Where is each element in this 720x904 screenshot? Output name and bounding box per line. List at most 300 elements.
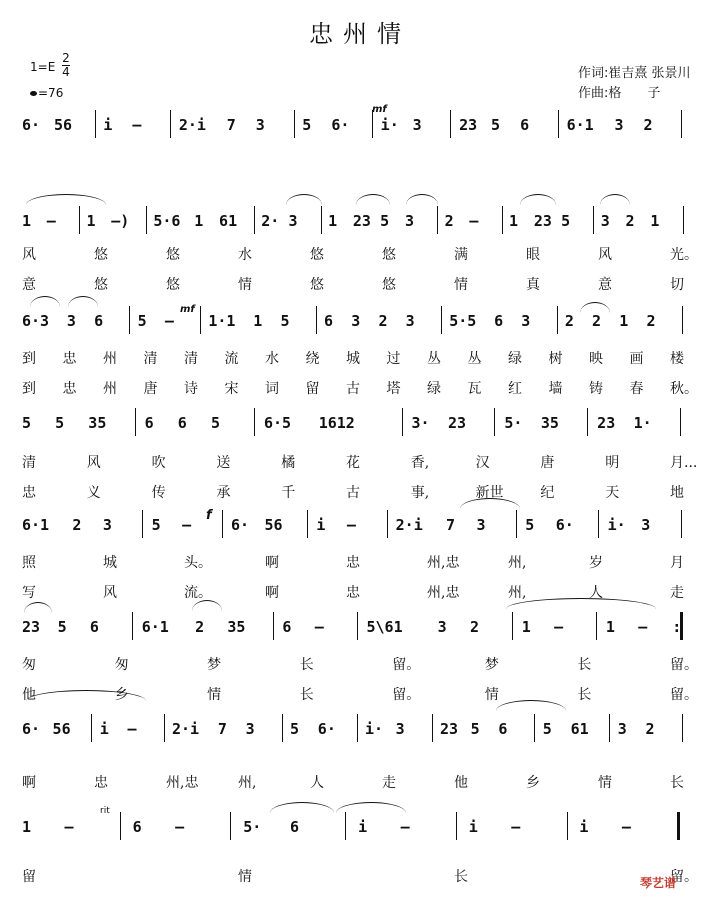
note: 1 <box>22 818 32 836</box>
lyric-char: 城 <box>346 351 360 367</box>
notation-row <box>0 720 720 744</box>
note: – <box>400 818 410 836</box>
bar-line <box>230 812 231 840</box>
note: 3 <box>641 516 651 534</box>
note: – <box>164 312 174 330</box>
note: 23 <box>459 116 478 134</box>
slur <box>30 296 60 307</box>
lyric-char: 匆 <box>22 657 36 673</box>
note: i· <box>607 516 626 534</box>
lyric-char: 州 <box>103 351 117 367</box>
lyric-char: 忠 <box>94 775 108 791</box>
lyric-char: 长 <box>577 657 592 673</box>
bar-line <box>95 110 96 138</box>
bar-line <box>357 714 358 742</box>
lyric-char: 宋 <box>224 381 239 397</box>
note: – <box>621 818 631 836</box>
note: 6 <box>324 312 334 330</box>
lyric-char: 瓦 <box>467 381 482 397</box>
bar-line <box>120 812 121 840</box>
composer-credit: 作曲:格 子 <box>578 86 661 101</box>
bar-line <box>222 510 223 538</box>
note: 1·1 <box>208 312 236 330</box>
lyric-char: 流 <box>224 351 239 367</box>
note: 6 <box>290 818 300 836</box>
lyric-char: 州, <box>238 775 257 791</box>
note: 6·3 <box>22 312 50 330</box>
bar-line <box>91 714 92 742</box>
note: 23 <box>440 720 459 738</box>
note: 1 <box>253 312 263 330</box>
lyric-char: 情 <box>598 775 612 791</box>
note: 7 <box>226 116 236 134</box>
site-logo: 琴艺谱 <box>640 876 677 890</box>
lyric-char: 唐 <box>540 455 555 471</box>
lyric-char: 悠 <box>382 277 396 293</box>
bar-line <box>567 812 568 840</box>
lyric-char: 情 <box>454 277 468 293</box>
lyric-char: 悠 <box>310 277 324 293</box>
note: 3 <box>395 720 405 738</box>
bar-line <box>273 612 274 640</box>
lyric-char: 照 <box>22 555 36 571</box>
lyric-line <box>0 452 720 472</box>
note: 6 <box>494 312 504 330</box>
lyricist-credit: 作词:崔吉熹 张景川 <box>578 66 691 81</box>
note: 5 <box>57 618 67 636</box>
lyric-char: 写 <box>22 585 36 601</box>
lyric-char: 留。 <box>670 869 698 885</box>
lyric-char: 纪 <box>540 485 555 501</box>
note: 56 <box>52 720 71 738</box>
lyric-char: 词 <box>265 381 279 397</box>
note: 2 <box>592 312 602 330</box>
note: 6 <box>282 618 292 636</box>
note: 3 <box>437 618 447 636</box>
lyric-char: 他 <box>22 687 36 703</box>
note: – <box>182 516 192 534</box>
lyric-line <box>0 552 720 572</box>
lyric-char: 情 <box>238 277 252 293</box>
bar-line <box>142 510 143 538</box>
notation-row <box>0 312 720 336</box>
lyric-char: 清 <box>22 455 36 471</box>
slur <box>520 194 556 205</box>
bar-line <box>682 714 683 742</box>
note: 1· <box>633 414 652 432</box>
lyric-char: 花 <box>346 455 360 471</box>
note: 3 <box>351 312 361 330</box>
note: 6·5 <box>264 414 292 432</box>
note: 5·5 <box>449 312 477 330</box>
lyric-char: 悠 <box>310 247 324 263</box>
bar-line <box>516 510 517 538</box>
lyric-char: 水 <box>265 351 279 367</box>
notation-row <box>0 116 720 140</box>
note: 3 <box>614 116 624 134</box>
note: – <box>469 212 479 230</box>
note: 23 <box>22 618 41 636</box>
note: 3 <box>66 312 76 330</box>
lyric-char: 情 <box>238 869 252 885</box>
note: 3 <box>412 116 422 134</box>
lyric-line <box>0 482 720 502</box>
lyric-char: 风 <box>598 247 612 263</box>
bar-line <box>683 206 684 234</box>
note: 3 <box>617 720 627 738</box>
note: 2 <box>470 618 480 636</box>
bar-line <box>432 714 433 742</box>
lyric-char: 古 <box>346 381 360 397</box>
note: 61 <box>219 212 238 230</box>
note: 1 <box>521 618 531 636</box>
note: 6· <box>331 116 350 134</box>
note: 5 <box>210 414 220 432</box>
lyric-char: 长 <box>670 775 684 791</box>
bar-line <box>456 812 457 840</box>
note: 1 <box>650 212 660 230</box>
lyric-char: 月... <box>670 455 698 471</box>
final-bar-line <box>677 812 680 840</box>
note: 2 <box>625 212 635 230</box>
dynamic-f: f <box>206 508 212 523</box>
bar-line <box>680 408 681 436</box>
lyric-char: 岁 <box>589 555 603 571</box>
lyric-char: 风 <box>103 585 117 601</box>
note: 5 <box>290 720 300 738</box>
bar-line <box>682 306 683 334</box>
note: 6·1 <box>22 516 50 534</box>
bar-line <box>437 206 438 234</box>
bar-line <box>372 110 373 138</box>
bar-line <box>596 612 597 640</box>
bar-line <box>170 110 171 138</box>
lyric-char: 橘 <box>281 455 296 471</box>
bar-line <box>681 510 682 538</box>
lyric-char: 丛 <box>427 351 441 367</box>
lyric-char: 地 <box>670 485 684 501</box>
time-signature <box>62 52 70 79</box>
slur <box>270 802 334 813</box>
lyric-char: 悠 <box>382 247 396 263</box>
lyric-char: 留 <box>305 381 320 397</box>
lyric-char: 悠 <box>94 277 108 293</box>
lyric-line <box>0 654 720 674</box>
lyric-char: 映 <box>589 351 603 367</box>
note: – <box>175 818 185 836</box>
note: 23 <box>597 414 616 432</box>
lyric-char: 明 <box>605 455 620 471</box>
note: 2 <box>378 312 388 330</box>
note: 6·1 <box>566 116 594 134</box>
note: 1 <box>509 212 519 230</box>
note: 3 <box>405 312 415 330</box>
note: 35 <box>88 414 107 432</box>
note: 1 <box>86 212 96 230</box>
note: 1 <box>194 212 204 230</box>
lyric-char: 人 <box>589 585 603 601</box>
note: 7 <box>217 720 227 738</box>
note: i <box>316 516 326 534</box>
lyric-char: 情 <box>207 687 222 703</box>
lyric-char: 长 <box>299 657 314 673</box>
note: 3 <box>255 116 265 134</box>
bar-line <box>402 408 403 436</box>
dynamic-mf-2: mf <box>180 304 195 315</box>
lyric-char: 传 <box>151 485 166 501</box>
lyric-char: 情 <box>484 687 499 703</box>
note: 5 <box>151 516 161 534</box>
note: 6· <box>22 720 41 738</box>
lyric-char: 诗 <box>184 381 198 397</box>
note: 3 <box>600 212 610 230</box>
note: 56 <box>264 516 283 534</box>
notation-row <box>0 212 720 236</box>
note: 5 <box>380 212 390 230</box>
bar-line <box>254 408 255 436</box>
slur <box>356 194 390 205</box>
lyric-char: 意 <box>22 277 36 293</box>
note: 6 <box>89 618 99 636</box>
lyric-char: 州, <box>508 585 527 601</box>
note: 6 <box>520 116 530 134</box>
lyric-char: 到 <box>22 381 36 397</box>
lyric-char: 天 <box>605 485 620 501</box>
note: 6· <box>22 116 41 134</box>
note: 1 <box>22 212 32 230</box>
notation-row <box>0 818 720 842</box>
lyric-char: 眼 <box>526 247 540 263</box>
note: 2 <box>564 312 574 330</box>
note: 6· <box>555 516 574 534</box>
note: 2 <box>645 720 655 738</box>
note: 3 <box>521 312 531 330</box>
repeat-dots: : <box>672 618 682 636</box>
lyric-char: 州,忠 <box>166 775 199 791</box>
song-title: 忠州情 <box>309 20 411 48</box>
lyric-line <box>0 378 720 398</box>
lyric-char: 留。 <box>670 657 698 673</box>
lyric-line <box>0 348 720 368</box>
lyric-char: 绕 <box>305 351 320 367</box>
note: i· <box>365 720 384 738</box>
bar-line <box>557 306 558 334</box>
time-sig-bottom: 4 <box>62 65 70 79</box>
note: 6· <box>317 720 336 738</box>
lyric-char: 切 <box>670 277 684 293</box>
lyric-char: 唐 <box>143 381 158 397</box>
lyric-char: 绿 <box>427 381 441 397</box>
note: 61 <box>570 720 589 738</box>
note: i <box>99 720 109 738</box>
lyric-char: 留。 <box>392 657 421 673</box>
bar-line <box>164 714 165 742</box>
bar-line <box>502 206 503 234</box>
bar-line <box>558 110 559 138</box>
note: 2·i <box>171 720 200 738</box>
lyric-char: 忠 <box>62 351 77 367</box>
lyric-char: 满 <box>454 247 468 263</box>
note: 5 <box>22 414 32 432</box>
lyric-char: 春 <box>629 381 644 397</box>
note: – <box>64 818 74 836</box>
note: 35 <box>227 618 246 636</box>
lyric-char: 真 <box>526 277 540 293</box>
note: 5 <box>542 720 552 738</box>
lyric-char: 清 <box>143 351 158 367</box>
note: 2 <box>195 618 205 636</box>
lyric-char: 过 <box>386 351 401 367</box>
lyric-char: 画 <box>629 351 644 367</box>
lyric-char: 风 <box>86 455 101 471</box>
note: 5 <box>280 312 290 330</box>
bar-line <box>681 110 682 138</box>
lyric-char: 头。 <box>184 555 212 571</box>
bar-line <box>132 612 133 640</box>
note: 35 <box>540 414 559 432</box>
lyric-char: 梦 <box>207 657 222 673</box>
lyric-char: 长 <box>299 687 314 703</box>
note: i· <box>380 116 399 134</box>
lyric-char: 州,忠 <box>427 585 460 601</box>
lyric-char: 啊 <box>265 585 279 601</box>
lyric-char: 忠 <box>22 485 36 501</box>
lyric-char: 秋。 <box>670 381 698 397</box>
note: 3 <box>476 516 486 534</box>
lyric-char: 啊 <box>265 555 279 571</box>
note: 2 <box>643 116 653 134</box>
lyric-char: 红 <box>508 381 522 397</box>
bar-line <box>345 812 346 840</box>
lyric-char: 意 <box>598 277 612 293</box>
note: i <box>468 818 478 836</box>
note: 2 <box>72 516 82 534</box>
bar-line <box>307 510 308 538</box>
dynamic-mf-1: mf <box>372 104 387 115</box>
lyric-char: 长 <box>577 687 592 703</box>
lyric-char: 千 <box>281 485 296 501</box>
lyric-char: 州,忠 <box>427 555 460 571</box>
bar-line <box>316 306 317 334</box>
bar-line <box>598 510 599 538</box>
tempo-value: =76 <box>38 86 64 100</box>
note: 5·6 <box>153 212 181 230</box>
lyric-char: 忠 <box>346 555 360 571</box>
slur <box>26 194 106 205</box>
lyric-char: 啊 <box>22 775 36 791</box>
bar-line <box>294 110 295 138</box>
note: 7 <box>445 516 455 534</box>
bar-line <box>254 206 255 234</box>
note: – <box>127 720 137 738</box>
bar-line <box>609 714 610 742</box>
note: –) <box>111 212 130 230</box>
lyric-char: 香, <box>410 455 430 471</box>
note: – <box>554 618 564 636</box>
note: 5 <box>470 720 480 738</box>
bar-line <box>494 408 495 436</box>
bar-line <box>146 206 147 234</box>
lyric-char: 吹 <box>151 455 166 471</box>
lyric-char: 送 <box>216 455 231 471</box>
note: 3· <box>411 414 430 432</box>
lyric-char: 留 <box>22 869 36 885</box>
note: 6 <box>177 414 187 432</box>
bar-line <box>512 612 513 640</box>
lyric-char: 塔 <box>386 381 401 397</box>
note: 6 <box>132 818 142 836</box>
time-sig-top: 2 <box>62 51 70 65</box>
note: – <box>132 116 142 134</box>
note: – <box>638 618 648 636</box>
note: 5 <box>561 212 571 230</box>
lyric-char: 汉 <box>475 455 490 471</box>
slur <box>24 602 52 613</box>
note: i <box>579 818 589 836</box>
rit-marking: rit <box>100 806 110 816</box>
bar-line <box>200 306 201 334</box>
quarter-note-icon <box>30 91 37 96</box>
note: 5 <box>491 116 501 134</box>
lyric-char: 到 <box>22 351 36 367</box>
lyric-char: 长 <box>454 869 468 885</box>
lyric-line <box>0 274 720 294</box>
note: – <box>511 818 521 836</box>
note: 23 <box>533 212 552 230</box>
note: – <box>314 618 324 636</box>
note: 23 <box>352 212 371 230</box>
tempo-marking <box>30 86 63 100</box>
bar-line <box>387 510 388 538</box>
lyric-char: 铸 <box>589 381 603 397</box>
lyric-char: 留。 <box>670 687 698 703</box>
bar-line <box>79 206 80 234</box>
lyric-char: 留。 <box>392 687 421 703</box>
bar-line <box>534 714 535 742</box>
lyric-char: 风 <box>22 247 36 263</box>
note: 3 <box>102 516 112 534</box>
note: 6 <box>144 414 154 432</box>
bar-line <box>593 206 594 234</box>
note: 6 <box>498 720 508 738</box>
notation-row <box>0 414 720 438</box>
note: 6· <box>230 516 249 534</box>
slur <box>286 194 322 205</box>
note: 5 <box>55 414 65 432</box>
lyric-char: 承 <box>216 485 231 501</box>
lyric-char: 梦 <box>484 657 499 673</box>
lyric-char: 人 <box>310 775 324 791</box>
lyric-char: 义 <box>86 485 101 501</box>
lyric-char: 古 <box>346 485 360 501</box>
note: 1 <box>619 312 629 330</box>
note: 5· <box>504 414 523 432</box>
note: 23 <box>447 414 467 432</box>
lyric-char: 城 <box>103 555 117 571</box>
notation-row <box>0 618 720 642</box>
note: i <box>358 818 368 836</box>
note: 1612 <box>318 414 355 432</box>
note: – <box>46 212 56 230</box>
lyric-char: 悠 <box>94 247 108 263</box>
lyric-char: 州, <box>508 555 527 571</box>
notation-row <box>0 516 720 540</box>
note: 2·i <box>395 516 423 534</box>
note: 2·i <box>178 116 206 134</box>
lyric-char: 新世 <box>475 485 504 501</box>
slur <box>68 296 98 307</box>
note: 5 <box>525 516 535 534</box>
